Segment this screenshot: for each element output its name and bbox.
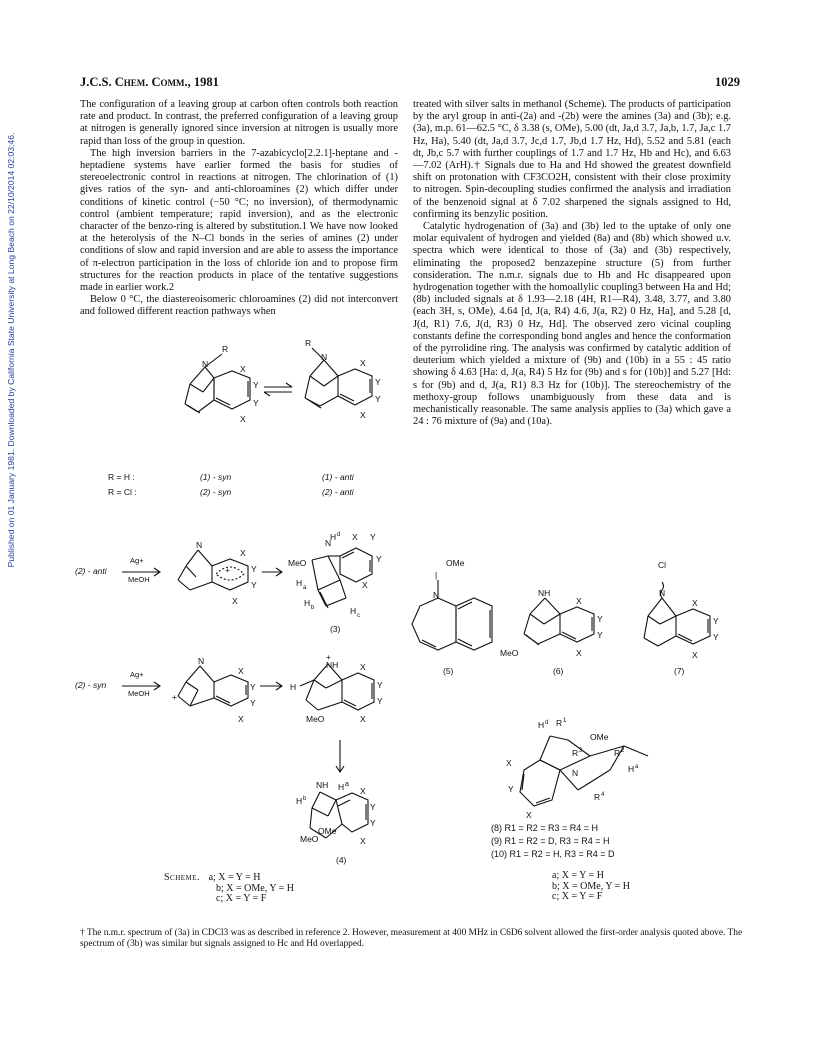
scheme-a: a; X = Y = H	[208, 872, 261, 883]
svg-text:b: b	[311, 605, 315, 611]
label-7: (7)	[674, 666, 685, 676]
svg-text:X: X	[362, 580, 368, 590]
scheme-caption: Scheme.	[164, 872, 201, 883]
svg-text:H: H	[296, 796, 303, 806]
svg-text:H: H	[338, 782, 345, 792]
svg-text:OMe: OMe	[318, 826, 337, 836]
svg-text:Y: Y	[713, 616, 719, 626]
label-6: (6)	[553, 666, 564, 676]
list-a: a; X = Y = H	[552, 870, 604, 881]
list-item-10: (10) R1 = R2 = H, R3 = R4 = D	[491, 849, 615, 859]
r-cl-label: R = Cl :	[108, 487, 137, 497]
svg-text:d: d	[545, 720, 549, 726]
svg-text:R: R	[305, 338, 312, 348]
svg-text:X: X	[238, 714, 244, 724]
svg-text:H: H	[296, 578, 303, 588]
svg-text:1: 1	[563, 718, 567, 724]
svg-text:Y: Y	[251, 564, 257, 574]
svg-text:X: X	[692, 598, 698, 608]
svg-text:+: +	[225, 565, 230, 575]
r-h-label: R = H :	[108, 472, 135, 482]
svg-text:X: X	[360, 410, 366, 420]
structure-1-anti	[305, 348, 372, 408]
svg-text:Y: Y	[376, 554, 382, 564]
svg-text:Y: Y	[250, 698, 256, 708]
scheme-b: b; X = OMe, Y = H	[216, 882, 295, 894]
paragraph-barriers: The high inversion barriers in the 7-azabicyclo[2.2.1]-heptane and -heptadiene systems have earlier formed the basis for studies of stereoelectronic control in reactions at nitrogen. The chlorination of (1) gives ratios of the syn- and anti-chloroamines (2) which differ under conditions of kinetic control (−50 °C; no inversion), of thermodynamic control (ambient temperature; rapid inversion), and as the electronic character of the benzo-ring is altered by substitution.1 We have now looked at the heterolysis of the N–Cl bonds in the series of amines (2) under conditions of slow and rapid inversion and are able to assess the importance of π-electron participation in the loss of chloride ion and to propose firm structures for the reaction products in place of the tentative suggestions made in earlier work.2	[80, 147, 398, 294]
label-5: (5)	[443, 666, 454, 676]
svg-text:Y: Y	[370, 818, 376, 828]
svg-text:Y: Y	[375, 377, 381, 387]
svg-text:H: H	[538, 720, 545, 730]
svg-text:X: X	[360, 662, 366, 672]
svg-text:Y: Y	[713, 632, 719, 642]
svg-text:N: N	[196, 540, 203, 550]
svg-text:Cl: Cl	[658, 560, 667, 570]
svg-text:R: R	[572, 748, 579, 758]
svg-text:X: X	[238, 666, 244, 676]
label-1-anti: (1) - anti	[322, 472, 354, 482]
svg-text:MeO: MeO	[300, 834, 319, 844]
svg-text:3: 3	[579, 748, 583, 754]
svg-text:Y: Y	[597, 614, 603, 624]
list-b: b; X = OMe, Y = H	[552, 880, 631, 892]
svg-text:R: R	[594, 792, 601, 802]
scheme-c: c; X = Y = F	[216, 893, 267, 904]
svg-text:OMe: OMe	[590, 732, 609, 742]
list-item-9: (9) R1 = R2 = D, R3 = R4 = H	[491, 836, 610, 846]
compound-list	[491, 822, 615, 861]
svg-text:N: N	[202, 359, 209, 369]
svg-text:X: X	[526, 810, 532, 820]
row-anti-start: (2) - anti	[75, 566, 107, 576]
svg-text:Y: Y	[253, 398, 259, 408]
label-2-syn: (2) - syn	[200, 487, 232, 497]
svg-text:Y: Y	[251, 580, 257, 590]
svg-text:Y: Y	[377, 680, 383, 690]
reagent-ag-anti: Ag+	[130, 556, 144, 565]
reagent-ag-syn: Ag+	[130, 670, 144, 679]
structure-cationic-intermediate	[178, 550, 248, 590]
svg-text:H: H	[628, 764, 635, 774]
svg-text:H: H	[304, 598, 311, 608]
svg-text:X: X	[360, 836, 366, 846]
svg-text:OMe: OMe	[446, 558, 465, 568]
svg-text:X: X	[692, 650, 698, 660]
svg-text:NH: NH	[326, 660, 339, 670]
paragraph-intro: The configuration of a leaving group at carbon often controls both reaction rate and product. In contrast, the preferred configuration of a leaving group at nitrogen is generally ignored since inversion at nitrogen is usually more rapid than loss of the group in question.	[80, 99, 398, 147]
svg-text:Y: Y	[370, 532, 376, 542]
svg-text:R: R	[614, 748, 621, 758]
structure-1-syn	[185, 354, 250, 413]
svg-text:X: X	[360, 358, 366, 368]
svg-text:X: X	[506, 758, 512, 768]
reagent-meoh-syn: MeOH	[128, 689, 150, 698]
substituent-list	[552, 871, 630, 903]
label-1-syn: (1) - syn	[200, 472, 232, 482]
svg-text:a: a	[345, 781, 349, 788]
svg-text:Y: Y	[250, 682, 256, 692]
svg-text:Y: Y	[375, 394, 381, 404]
svg-text:NH: NH	[538, 588, 551, 598]
svg-text:a: a	[303, 585, 307, 591]
label-2-anti: (2) - anti	[322, 487, 354, 497]
svg-text:N: N	[321, 352, 328, 362]
svg-text:N: N	[659, 588, 666, 598]
svg-text:MeO: MeO	[500, 648, 519, 658]
svg-text:N: N	[325, 538, 332, 548]
svg-text:NH: NH	[316, 780, 329, 790]
svg-text:X: X	[232, 596, 238, 606]
svg-text:MeO: MeO	[306, 714, 325, 724]
svg-text:H: H	[290, 682, 297, 692]
svg-text:d: d	[337, 532, 341, 538]
structure-7	[644, 582, 710, 646]
svg-text:X: X	[352, 532, 358, 542]
svg-text:Y: Y	[377, 696, 383, 706]
structure-6	[524, 598, 594, 645]
svg-text:X: X	[240, 548, 246, 558]
svg-text:+: +	[172, 692, 177, 702]
svg-text:X: X	[240, 414, 246, 424]
row-syn-start: (2) - syn	[75, 680, 107, 690]
paragraph-hydrogenation: Catalytic hydrogenation of (3a) and (3b) led to the uptake of only one molar equivalent of hydrogen and yielded (8a) and (8b) which showed u.v. spectra which were identical to those of (3a) and (3b) respectively, eliminating the proposed2 benzazepine structure (5) from further consideration. The n.m.r. signals due to Hb and Hc disappeared upon hydrogenation together with the homoallylic coupling3 between Ha and Hd; (8b) included signals at δ 1.93—2.18 (4H, R1—R4), 3.48, 3.77, and 3.80 (each 3H, s, OMe), 4.64 [d, J(a, R4) 4.6, J(a, R2) 0 Hz, Ha], and 5.28 [d, J(d, R1) 7.6, J(d, R3) 0 Hz, Hd]. The observed zero vicinal coupling constants define the corresponding bond angles and hence the conformation of the pyrrolidine ring. The analysis was confirmed by catalytic addition of deuterium which yielded a mixture of (9b) and (10b) in a 55 : 45 ratio showing δ 4.63 [Ha: d, J(a, R4) 5 Hz for (9b) and s for (10b)] and 5.27 [Hd: s for (9b) and d, J(a, R1) 8.3 Hz for (10b)]. The stereochemistry of the methoxy-group follows unambiguously from these data and is mechanistically reasonable. The same analysis applies to (3a) which gave a 24 : 76 mixture of (9a) and (10a).	[413, 221, 731, 428]
svg-text:2: 2	[621, 748, 625, 754]
structure-3	[312, 548, 372, 608]
paragraph-below-zero: Below 0 °C, the diastereoisomeric chloroamines (2) did not interconvert and followed different reaction pathways when	[80, 294, 398, 318]
svg-text:H: H	[330, 532, 337, 542]
svg-text:Y: Y	[508, 784, 514, 794]
svg-text:4: 4	[601, 792, 605, 798]
journal-title: J.C.S. Chem. Comm., 1981	[80, 75, 219, 89]
svg-text:c: c	[357, 613, 360, 619]
label-4: (4)	[336, 855, 347, 865]
svg-text:|: |	[435, 570, 438, 580]
svg-text:a: a	[635, 764, 639, 770]
svg-text:X: X	[576, 648, 582, 658]
provenance-text: Published on 01 January 1981. Downloaded by California State University at Long Beach on 22/10/2014 02:03:46.	[6, 132, 16, 568]
svg-text:b: b	[303, 796, 307, 802]
paragraph-silver-salts: treated with silver salts in methanol (Scheme). The products of participation by the aryl group in anti-(2a) and -(2b) were the amines (3a) and (3b); e.g. (3a), m.p. 61—62.5 °C, δ 3.38 (s, OMe), 5.00 (dt, Ja,d 3.7, Ja,b, 1.7, Ja,c 1.7 Hz, Ha), 5.40 (dt, Ja,d 3.7, Jc,d 1.7, Jb,d 1.7 Hz, Hd), 5.52 and 5.81 (each dt, Jb,c 5.7 with further couplings of 1.7 and 1.7 Hz, Hb and Hc), and 6.63—7.02 (ArH).† Signals due to Ha and Hd showed the greatest downfield shift on protonation with CF3CO2H, consistent with their close proximity to nitrogen. Spin-decoupling studies confirmed the analysis and irradiation of the benzenoid signal at δ 7.02 sharpened the signals assigned to Hd, confirming its benzylic position.	[413, 99, 731, 220]
svg-text:N: N	[198, 656, 205, 666]
list-c: c; X = Y = F	[552, 891, 603, 902]
footnote: † The n.m.r. spectrum of (3a) in CDCl3 was as described in reference 2. However, measurement at 400 MHz in C6D6 solvent allowed the first-order analysis quoted above. The spectrum of (3b) was similar but signals assigned to Hc and Hd overlapped.	[80, 928, 743, 949]
svg-text:X: X	[360, 714, 366, 724]
scheme-legend	[164, 873, 294, 905]
svg-text:R: R	[222, 344, 229, 354]
list-item-8: (8) R1 = R2 = R3 = R4 = H	[491, 823, 599, 833]
svg-text:H: H	[350, 606, 357, 616]
svg-text:Y: Y	[253, 380, 259, 390]
svg-text:Y: Y	[370, 802, 376, 812]
svg-text:Y: Y	[597, 630, 603, 640]
structure-5	[412, 580, 492, 650]
svg-text:MeO: MeO	[288, 558, 307, 568]
svg-text:N: N	[572, 768, 579, 778]
page-number: 1029	[715, 75, 740, 89]
svg-text:X: X	[240, 364, 246, 374]
svg-text:+: +	[326, 652, 331, 662]
svg-text:R: R	[556, 718, 563, 728]
svg-text:N: N	[433, 590, 440, 600]
reagent-meoh-anti: MeOH	[128, 575, 150, 584]
svg-text:X: X	[576, 596, 582, 606]
svg-text:X: X	[360, 786, 366, 796]
svg-text:(3): (3)	[330, 624, 341, 634]
